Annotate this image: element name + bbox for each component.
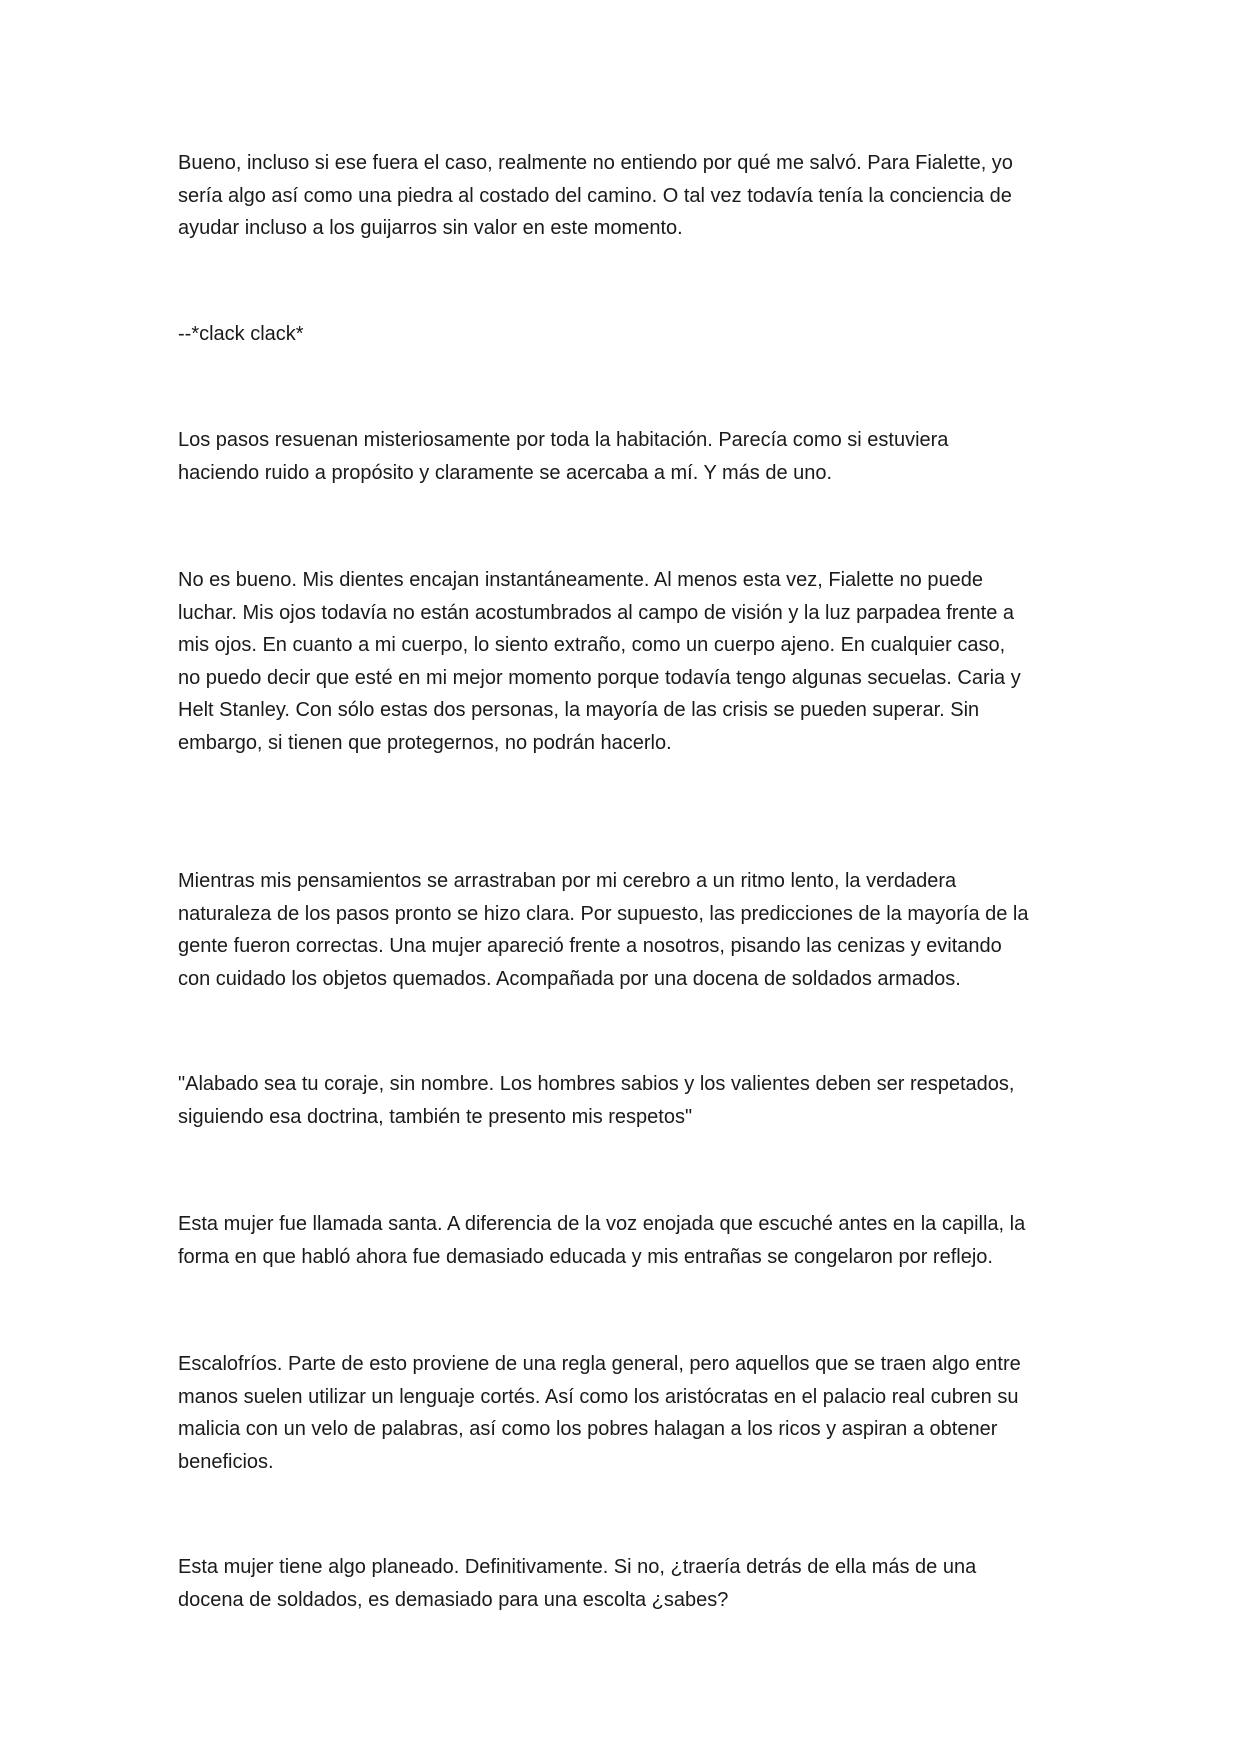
paragraph: Esta mujer fue llamada santa. A diferencia de la voz enojada que escuché antes en la capilla, la forma en que habló ahora fue demasiado educada y mis entrañas se congelaron por reflejo. bbox=[178, 1213, 1026, 1268]
paragraph: Los pasos resuenan misteriosamente por toda la habitación. Parecía como si estuviera haciendo ruido a propósito y claramente se acercaba a mí. Y más de uno. bbox=[178, 429, 949, 484]
paragraph: Esta mujer tiene algo planeado. Definitivamente. Si no, ¿traería detrás de ella más de una docena de soldados, es demasiado para una escolta ¿sabes? bbox=[178, 1556, 977, 1611]
paragraph: Bueno, incluso si ese fuera el caso, realmente no entiendo por qué me salvó. Para Fialette, yo sería algo así como una piedra al costado del camino. O tal vez todavía tenía la conciencia de ayudar incluso a los guijarros sin valor en este momento. bbox=[178, 152, 1013, 239]
paragraph: Escalofríos. Parte de esto proviene de una regla general, pero aquellos que se traen algo entre manos suelen utilizar un lenguaje cortés. Así como los aristócratas en el palacio real cubren su malicia con un velo de palabras, así como los pobres halagan a los ricos y aspiran a obtener beneficios. bbox=[178, 1353, 1021, 1473]
paragraph-dialogue: "Alabado sea tu coraje, sin nombre. Los hombres sabios y los valientes deben ser respetados, siguiendo esa doctrina, también te presento mis respetos" bbox=[178, 1073, 1015, 1128]
paragraph: Mientras mis pensamientos se arrastraban por mi cerebro a un ritmo lento, la verdadera naturaleza de los pasos pronto se hizo clara. Por supuesto, las predicciones de la mayoría de la gente fueron correctas. Una mujer apareció frente a nosotros, pisando las cenizas y evitando con cuidado los objetos quemados. Acompañada por una docena de soldados armados. bbox=[178, 870, 1029, 990]
paragraph: No es bueno. Mis dientes encajan instantáneamente. Al menos esta vez, Fialette no puede luchar. Mis ojos todavía no están acostumbrados al campo de visión y la luz parpadea frente a mis ojos. En cuanto a mi cuerpo, lo siento extraño, como un cuerpo ajeno. En cualquier caso, no puedo decir que esté en mi mejor momento porque todavía tengo algunas secuelas. Caria y Helt Stanley. Con sólo estas dos personas, la mayoría de las crisis se pueden superar. Sin embargo, si tienen que protegernos, no podrán hacerlo. bbox=[178, 569, 1021, 754]
paragraph-sound-effect: --*clack clack* bbox=[178, 323, 304, 345]
